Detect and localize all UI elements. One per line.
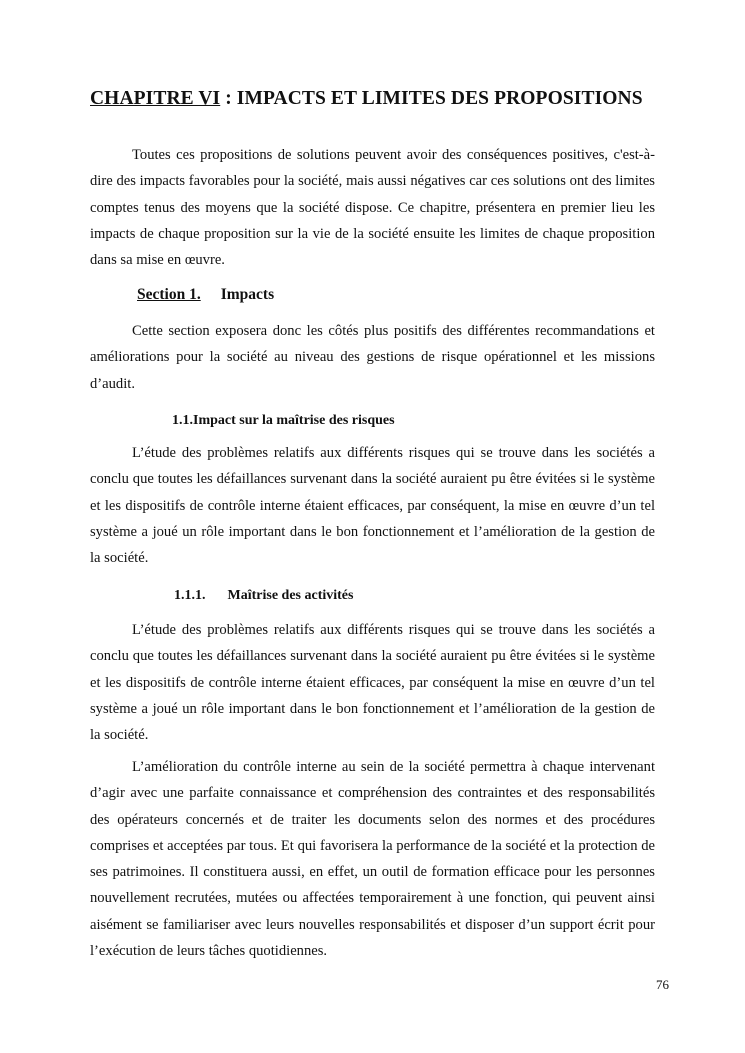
chapter-heading-text: : IMPACTS ET LIMITES DES PROPOSITIONS: [220, 88, 643, 109]
activities-paragraph-2: L’amélioration du contrôle interne au sein de la société permettra à chaque intervenant d’agir avec une parfaite connaissance et compréhension des contraintes et des responsabilités des opérateurs concernés et de traiter les documents selon des normes et des procédures comprises et acceptées par tous. Et qui favorisera la performance de la société et la protection de ses patrimoines. Il constituera aussi, en effet, un outil de formation efficace pour les personnes nouvellement recrutées, mutées ou affectées temporairement à une fonction, qui peuvent ainsi aisément se familiariser avec leurs nouvelles responsabilités et disposer d’un support écrit pour l’exécution de leurs tâches quotidiennes.: [90, 759, 655, 960]
activities-paragraph-1: L’étude des problèmes relatifs aux différents risques qui se trouve dans les sociétés a conclu que toutes les défaillances survenant dans la société auraient pu être évitées si le système et les dispositifs de contrôle interne étaient efficaces, par conséquent la mise en œuvre d’un tel système a joué un rôle important dans le bon fonctionnement et l’amélioration de la gestion de la société.: [90, 622, 655, 744]
section-title: Impacts: [220, 286, 275, 303]
intro-paragraph: Toutes ces propositions de solutions peuvent avoir des conséquences positives, c'est-à-dire des impacts favorables pour la société, mais aussi négatives car ces solutions ont des limites comptes tenus des moyens que la société dispose. Ce chapitre, présentera en premier lieu les impacts de chaque proposition sur la vie de la société ensuite les limites de chaque proposition dans sa mise en œuvre.: [90, 147, 655, 269]
page-number: 76: [656, 977, 669, 992]
subsection-heading: 1.1.Impact sur la maîtrise des risques: [172, 413, 395, 428]
subsubsection-heading: [174, 588, 353, 604]
chapter-label: CHAPITRE VI: [90, 88, 221, 109]
section-heading: [137, 286, 274, 304]
section-paragraph: Cette section exposera donc les côtés plus positifs des différentes recommandations et améliorations pour la société au niveau des gestions de risque opérationnel et les missions d’audit.: [90, 323, 655, 392]
subsection-paragraph: L’étude des problèmes relatifs aux différents risques qui se trouve dans les sociétés a conclu que toutes les défaillances survenant dans la société auraient pu être évitées si le système et les dispositifs de contrôle interne étaient efficaces, par conséquent, la mise en œuvre d’un tel système a joué un rôle important dans le bon fonctionnement et l’amélioration de la gestion de la société.: [90, 445, 655, 567]
chapter-title: [90, 88, 670, 110]
subsubsection-title: Maîtrise des activités: [227, 588, 354, 603]
subsubsection-number: 1.1.1.: [174, 588, 206, 603]
section-number: Section 1.: [137, 286, 201, 303]
